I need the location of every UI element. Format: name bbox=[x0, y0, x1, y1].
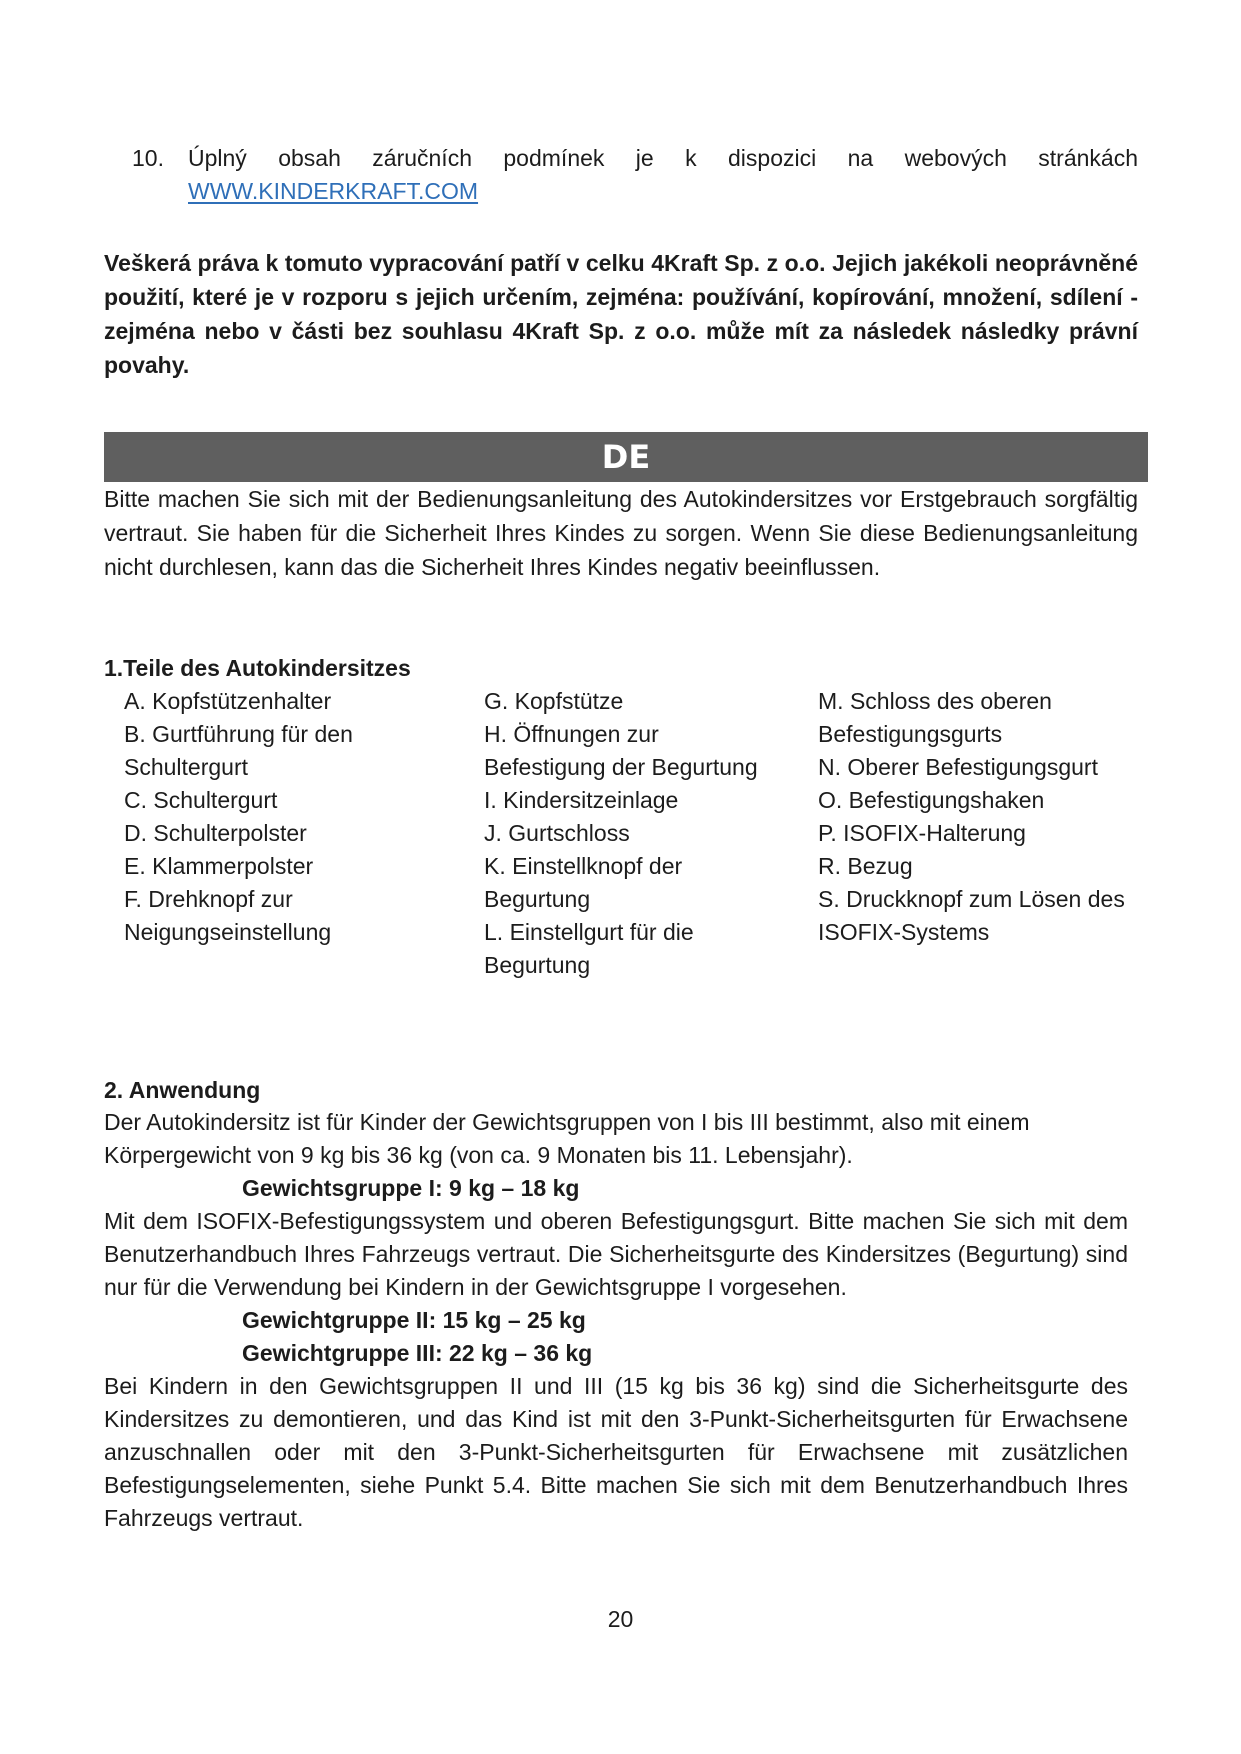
weight-group-2: Gewichtgruppe II: 15 kg – 25 kg bbox=[242, 1307, 586, 1333]
item-10-text: Úplný obsah záručních podmínek je k dispozici na webových stránkách bbox=[188, 145, 1138, 171]
part-item: F. Drehknopf zur Neigungseinstellung bbox=[124, 886, 332, 945]
weight-group-1: Gewichtsgruppe I: 9 kg – 18 kg bbox=[242, 1175, 580, 1201]
part-item: L. Einstellgurt für die Begurtung bbox=[484, 919, 694, 978]
part-item: K. Einstellknopf der Begurtung bbox=[484, 853, 683, 912]
part-item: R. Bezug bbox=[818, 853, 913, 879]
warranty-item-10 bbox=[132, 142, 1138, 208]
part-item: N. Oberer Befestigungsgurt bbox=[818, 754, 1098, 780]
part-item: H. Öffnungen zur Befestigung der Begurtung bbox=[484, 721, 758, 780]
part-item: B. Gurtführung für den Schultergurt bbox=[124, 721, 353, 780]
part-item: S. Druckknopf zum Lösen des ISOFIX-Systems bbox=[818, 886, 1125, 945]
part-item: P. ISOFIX-Halterung bbox=[818, 820, 1026, 846]
usage-paragraph-2: Mit dem ISOFIX-Befestigungssystem und oberen Befestigungsgurt. Bitte machen Sie sich mit dem Benutzerhandbuch Ihres Fahrzeugs vertraut. Die Sicherheitsgurte des Kindersitzes (Begurtung) sind nur für die Verwendung bei Kindern in der Gewichtsgruppe I vorgesehen. bbox=[104, 1208, 1128, 1300]
part-item: O. Befestigungshaken bbox=[818, 787, 1045, 813]
section-1-title: 1.Teile des Autokindersitzes bbox=[104, 655, 411, 681]
rights-notice: Veškerá práva k tomuto vypracování patří v celku 4Kraft Sp. z o.o. Jejich jakékoli neoprávněné použití, které je v rozporu s jejich určením, zejména: používání, kopírování, množení, sdílení - zejména nebo v části bez souhlasu 4Kraft Sp. z o.o. může mít za následek následky právní povahy. bbox=[104, 250, 1138, 378]
parts-column-2 bbox=[484, 685, 784, 982]
weight-group-3: Gewichtgruppe III: 22 kg – 36 kg bbox=[242, 1340, 593, 1366]
usage-paragraph-1: Der Autokindersitz ist für Kinder der Gewichtsgruppen von I bis III bestimmt, also mit einem Körpergewicht von 9 kg bis 36 kg (von ca. 9 Monaten bis 11. Lebensjahr). bbox=[104, 1109, 1030, 1168]
part-item: E. Klammerpolster bbox=[124, 853, 314, 879]
part-item: A. Kopfstützenhalter bbox=[124, 688, 332, 714]
part-item: I. Kindersitzeinlage bbox=[484, 787, 679, 813]
kinderkraft-website-link[interactable]: WWW.KINDERKRAFT.COM bbox=[188, 178, 479, 204]
part-item: G. Kopfstütze bbox=[484, 688, 624, 714]
page-number: 20 bbox=[607, 1606, 634, 1632]
part-item: D. Schulterpolster bbox=[124, 820, 307, 846]
intro-paragraph: Bitte machen Sie sich mit der Bedienungsanleitung des Autokindersitzes vor Erstgebrauch sorgfältig vertraut. Sie haben für die Sicherheit Ihres Kindes zu sorgen. Wenn Sie diese Bedienungsanleitung nicht durchlesen, kann das die Sicherheit Ihres Kindes negativ beeinflussen. bbox=[104, 486, 1138, 580]
item-number: 10. bbox=[132, 145, 164, 171]
section-2-title: 2. Anwendung bbox=[104, 1077, 261, 1103]
parts-column-1 bbox=[124, 685, 454, 949]
usage-paragraph-3: Bei Kindern in den Gewichtsgruppen II und III (15 kg bis 36 kg) sind die Sicherheitsgurte des Kindersitzes zu demontieren, und das Kind ist mit den 3-Punkt-Sicherheitsgurten für Erwachsene anzuschnallen oder mit den 3-Punkt-Sicherheitsgurten für Erwachsene mit zusätzlichen Befestigungselementen, siehe Punkt 5.4. Bitte machen Sie sich mit dem Benutzerhandbuch Ihres Fahrzeugs vertraut. bbox=[104, 1373, 1128, 1531]
section-2-body bbox=[104, 1106, 1128, 1535]
language-banner-de: DE bbox=[104, 432, 1148, 482]
part-item: J. Gurtschloss bbox=[484, 820, 630, 846]
part-item: M. Schloss des oberen Befestigungsgurts bbox=[818, 688, 1052, 747]
part-item: C. Schultergurt bbox=[124, 787, 278, 813]
parts-column-3 bbox=[818, 685, 1148, 949]
